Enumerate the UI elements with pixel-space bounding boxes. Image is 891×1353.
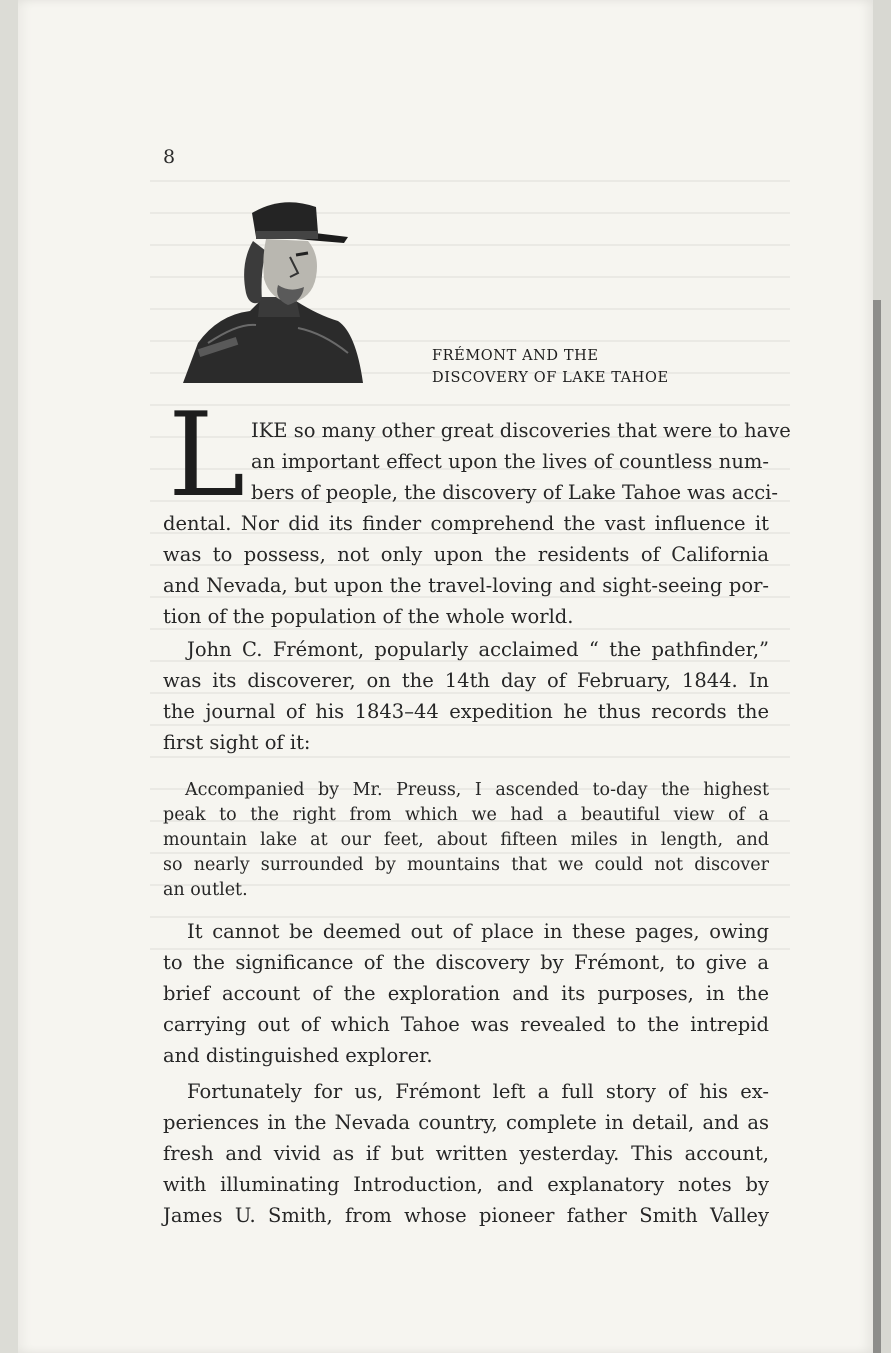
text-line: first sight of it: [163,731,311,754]
text-line: an important effect upon the lives of countless num- [251,450,769,473]
text-line: It cannot be deemed out of place in these pages, owing [187,920,769,943]
text-line: periences in the Nevada country, complete in detail, and as [163,1111,769,1134]
text-line: dental. Nor did its finder comprehend the vast influence it [163,512,769,535]
quote-line: so nearly surrounded by mountains that we could not discover [163,855,769,875]
quote-line: peak to the right from which we had a beautiful view of a [163,805,769,825]
text-line: tion of the population of the whole world. [163,605,574,628]
drop-cap: L [168,388,246,523]
text-line: fresh and vivid as if but written yesterday. This account, [163,1142,769,1165]
page-edge-shadow [873,300,881,1353]
chapter-title [432,345,669,389]
chapter-title-line-1: FRÉMONT AND THE [432,348,599,364]
text-line: was its discoverer, on the 14th day of February, 1844. In [163,669,769,692]
page-number: 8 [163,146,176,168]
text-line: Fortunately for us, Frémont left a full story of his ex- [187,1080,769,1103]
text-line: bers of people, the discovery of Lake Tahoe was acci- [251,481,778,504]
fremont-portrait-engraving [178,193,368,387]
text-line: IKE so many other great discoveries that were to have [251,419,791,442]
text-line: brief account of the exploration and its purposes, in the [163,982,769,1005]
text-line: was to possess, not only upon the residents of California [163,543,769,566]
text-line: with illuminating Introduction, and explanatory notes by [163,1173,769,1196]
text-line: the journal of his 1843–44 expedition he thus records the [163,700,769,723]
quote-line: mountain lake at our feet, about fifteen miles in length, and [163,830,769,850]
text-line: John C. Frémont, popularly acclaimed “ the pathfinder,” [187,638,769,661]
page-gutter-left [0,0,18,1353]
text-line: and Nevada, but upon the travel-loving and sight-seeing por- [163,574,769,597]
text-line: and distinguished explorer. [163,1044,433,1067]
text-line: carrying out of which Tahoe was revealed to the intrepid [163,1013,769,1036]
chapter-title-line-2: DISCOVERY OF LAKE TAHOE [432,370,669,386]
text-line: to the significance of the discovery by Frémont, to give a [163,951,769,974]
text-line: James U. Smith, from whose pioneer father Smith Valley [163,1204,769,1227]
quote-line: an outlet. [163,880,248,900]
quote-line: Accompanied by Mr. Preuss, I ascended to-day the highest [185,780,769,800]
